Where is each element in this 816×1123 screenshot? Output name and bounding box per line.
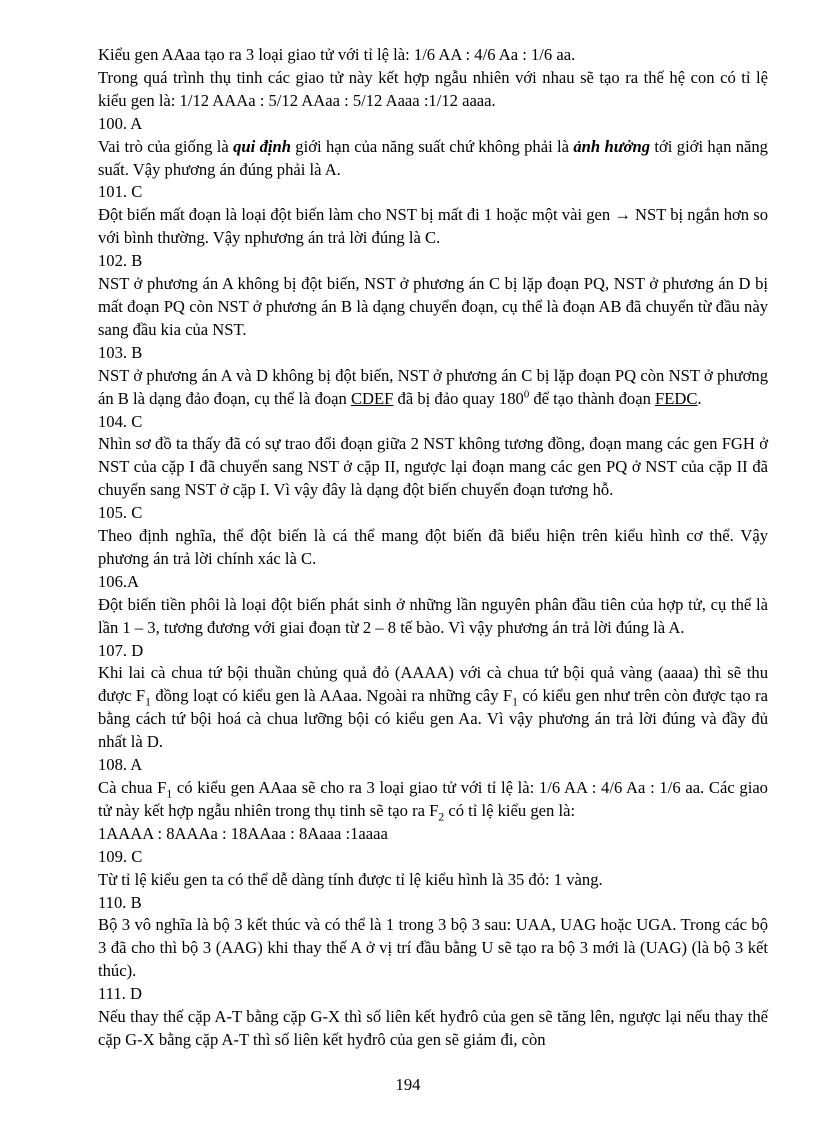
- answer-number-100: 100. A: [98, 113, 143, 133]
- emphasis-anh-huong: ảnh hưởng: [573, 136, 651, 156]
- segment-fedc: FEDC: [655, 388, 698, 408]
- document-body: [98, 44, 768, 1052]
- emphasis-qui-dinh: qui định: [233, 136, 291, 156]
- page-number: 194: [395, 1075, 421, 1094]
- answer-text-107: Khi lai cà chua tứ bội thuần chủng quả đỏ (AAAA) với cà chua tứ bội quả vàng (aaaa) thì sẽ thu được $F_1$ đồng loạt có kiểu gen là AAaa. Ngoài ra những cây $F_1$ có kiểu gen như trên còn được tạo ra bằng cách tứ bội hoá cà chua lưỡng bội có kiểu gen Aa. Vì vậy phương án trả lời đúng và đầy đủ nhất là D.: [98, 663, 768, 752]
- answer-number-108: 108. A: [98, 755, 143, 775]
- answer-text-103: NST ở phương án A và D không bị đột biến, NST ở phương án C bị lặp đoạn PQ còn NST ở phương án B là dạng đảo đoạn, cụ thể là đoạn CDEF đã bị đảo quay $180^0$ để tạo thành đoạn FEDC.: [98, 365, 768, 408]
- answer-number-101: 101. C: [98, 182, 143, 202]
- answer-text-111: Nếu thay thế cặp A-T bằng cặp G-X thì số liên kết hyđrô của gen sẽ tăng lên, ngược lại nếu thay thế cặp G-X bằng cặp A-T thì số liên kết hyđrô của gen sẽ giảm đi, còn: [98, 1007, 768, 1049]
- answer-number-107: 107. D: [98, 640, 144, 660]
- answer-number-105: 105. C: [98, 503, 143, 523]
- answer-text-109: Từ tỉ lệ kiểu gen ta có thể dễ dàng tính được tỉ lệ kiểu hình là 35 đỏ: 1 vàng.: [98, 869, 603, 889]
- segment-cdef: CDEF: [350, 388, 394, 408]
- genotype-ratio-108: 1AAAA : 8AAAa : 18AAaa : 8Aaaa :1aaaa: [98, 823, 388, 843]
- answer-text-104: Nhìn sơ đồ ta thấy đã có sự trao đổi đoạn giữa 2 NST không tương đồng, đoạn mang các gen FGH ở NST của cặp I đã chuyển sang NST ở cặp II, ngược lại đoạn mang các gen PQ ở NST của cặp II đã chuyển sang NST ở cặp I. Vì vậy đây là dạng đột biến chuyển đoạn tương hỗ.: [98, 434, 768, 500]
- answer-number-110: 110. B: [98, 892, 142, 912]
- answer-text-106: Đột biến tiền phôi là loại đột biến phát sinh ở những lần nguyên phân đầu tiên của hợp tử, cụ thể là lần 1 – 3, tương đương với giai đoạn từ 2 – 8 tế bào. Vì vậy phương án trả lời đúng là A.: [98, 594, 768, 637]
- answer-number-104: 104. C: [98, 411, 143, 431]
- answer-text-101: Đột biến mất đoạn là loại đột biến làm cho NST bị mất đi 1 hoặc một vài gen → NST bị ngắn hơn so với bình thường. Vậy nphương án trả lời đúng là C.: [98, 205, 768, 248]
- answer-number-109: 109. C: [98, 846, 143, 866]
- answer-text-105: Theo định nghĩa, thể đột biến là cá thể mang đột biến đã biểu hiện trên kiểu hình cơ thể. Vậy phương án trả lời chính xác là C.: [98, 526, 768, 568]
- answer-text-110: Bộ 3 vô nghĩa là bộ 3 kết thúc và có thể là 1 trong 3 bộ 3 sau: UAA, UAG hoặc UGA. Trong các bộ 3 đã cho thì bộ 3 (AAG) khi thay thế A ở vị trí đầu bằng U sẽ tạo ra bộ 3 mới là (UAG) (là bộ 3 kết thúc).: [98, 915, 768, 981]
- answer-number-102: 102. B: [98, 251, 143, 271]
- answer-number-103: 103. B: [98, 342, 143, 362]
- answer-text-100: Vai trò của giống là qui định giới hạn của năng suất chứ không phải là ảnh hưởng tới giới hạn năng suất. Vậy phương án đúng phải là A.: [98, 136, 768, 179]
- intro-line-2: Trong quá trình thụ tinh các giao tử này kết hợp ngẫu nhiên với nhau sẽ tạo ra thế hệ con có tỉ lệ kiểu gen là: 1/12 AAAa : 5/12 AAaa : 5/12 Aaaa :1/12 aaaa.: [98, 67, 768, 110]
- intro-line-1: Kiểu gen AAaa tạo ra 3 loại giao tử với tỉ lệ là: 1/6 AA : 4/6 Aa : 1/6 aa.: [98, 45, 576, 64]
- answer-number-106: 106.A: [98, 571, 140, 591]
- answer-number-111: 111. D: [98, 984, 142, 1004]
- answer-text-108: Cà chua $F_1$ có kiểu gen AAaa sẽ cho ra 3 loại giao tử với tỉ lệ là: 1/6 AA : 4/6 Aa : 1/6 aa. Các giao tử này kết hợp ngẫu nhiên trong thụ tinh sẽ tạo ra $F_2$ có tỉ lệ kiểu gen là:: [98, 778, 768, 824]
- answer-text-102: NST ở phương án A không bị đột biến, NST ở phương án C bị lặp đoạn PQ, NST ở phương án D bị mất đoạn PQ còn NST ở phương án B là dạng chuyển đoạn, cụ thể là đoạn AB đã chuyển từ đầu này sang đầu kia của NST.: [98, 274, 768, 339]
